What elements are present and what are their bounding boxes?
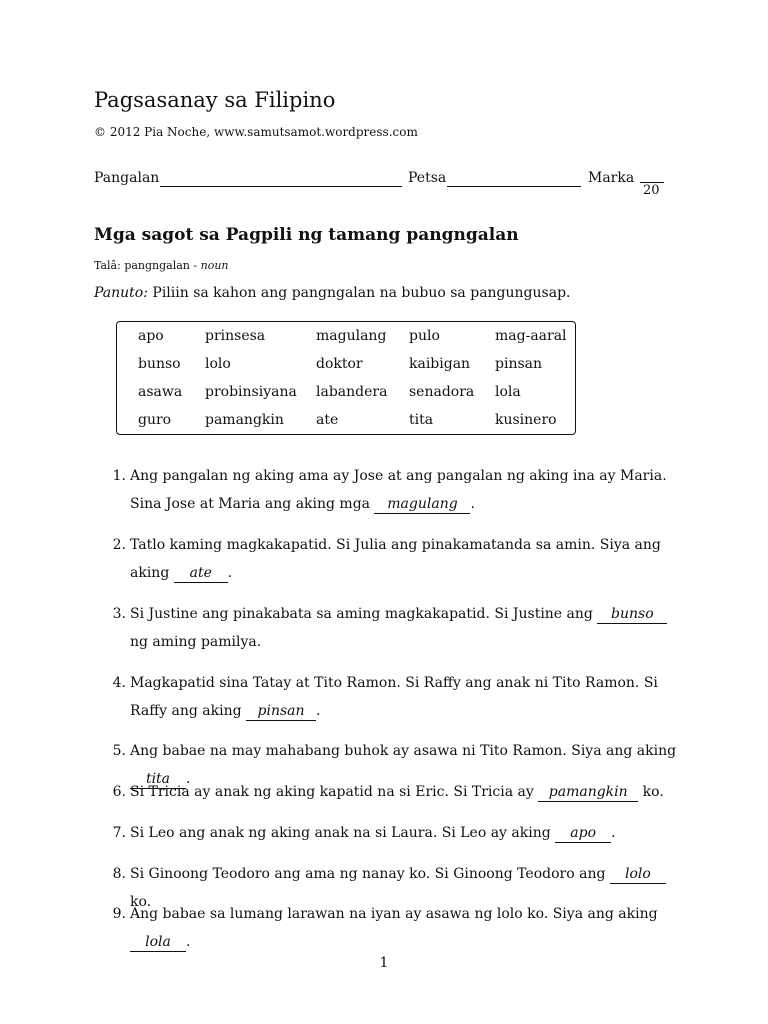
word-choice: pamangkin xyxy=(205,412,284,428)
question-text-end: . xyxy=(186,934,191,950)
question-number: 8. xyxy=(112,866,126,882)
question-text-end: . xyxy=(227,565,233,581)
score-label: Marka xyxy=(588,170,635,186)
date-field-line[interactable] xyxy=(447,186,581,187)
instructions-label: Panuto: xyxy=(94,285,148,301)
name-field-line[interactable] xyxy=(160,186,402,187)
word-choice: lolo xyxy=(205,356,231,372)
question-number: 9. xyxy=(112,906,126,922)
answer-blank[interactable]: lola xyxy=(130,933,186,952)
note xyxy=(94,259,229,272)
answer-blank[interactable]: magulang xyxy=(374,495,470,514)
question-item xyxy=(108,669,688,725)
question-item xyxy=(108,531,688,587)
word-choice-box xyxy=(116,321,576,435)
question-text: Si Tricia ay anak ng aking kapatid na si Eric. Si Tricia ay xyxy=(130,784,539,800)
word-choice: senadora xyxy=(409,384,475,400)
word-choice: kaibigan xyxy=(409,356,471,372)
page-title: Pagsasanay sa Filipino xyxy=(94,88,336,112)
word-choice: pulo xyxy=(409,328,440,344)
question-number: 6. xyxy=(112,784,126,800)
word-choice: asawa xyxy=(138,384,183,400)
question-text: Ang pangalan ng aking ama ay Jose at ang pangalan ng aking ina ay Maria. Sina Jose at Maria ang aking mga xyxy=(130,468,667,512)
word-choice: prinsesa xyxy=(205,328,266,344)
question-item xyxy=(108,819,688,847)
word-choice: magulang xyxy=(316,328,387,344)
answer-blank[interactable]: pamangkin xyxy=(538,783,638,802)
word-choice: lola xyxy=(495,384,521,400)
question-item xyxy=(108,778,688,806)
answer-blank[interactable]: lolo xyxy=(610,865,666,884)
student-info-fields xyxy=(94,170,694,200)
word-choice: doktor xyxy=(316,356,363,372)
question-text: Magkapatid sina Tatay at Tito Ramon. Si Raffy ang anak ni Tito Ramon. Si Raffy ang aking xyxy=(130,675,658,719)
question-number: 1. xyxy=(112,468,126,484)
score-total: 20 xyxy=(643,183,660,198)
question-number: 3. xyxy=(112,606,126,622)
question-item xyxy=(108,462,688,518)
word-choice: guro xyxy=(138,412,172,428)
word-choice: kusinero xyxy=(495,412,557,428)
question-item xyxy=(108,900,688,956)
copyright-notice: © 2012 Pia Noche, www.samutsamot.wordpress.com xyxy=(94,125,418,139)
answer-blank[interactable]: pinsan xyxy=(246,702,316,721)
instructions xyxy=(94,285,570,301)
question-text-end: ko. xyxy=(130,894,152,910)
name-label: Pangalan xyxy=(94,170,160,186)
word-choice: probinsiyana xyxy=(205,384,297,400)
question-text: Si Ginoong Teodoro ang ama ng nanay ko. Si Ginoong Teodoro ang xyxy=(130,866,610,882)
word-choice: labandera xyxy=(316,384,388,400)
question-number: 5. xyxy=(112,743,126,759)
question-text: Ang babae sa lumang larawan na iyan ay asawa ng lolo ko. Siya ang aking xyxy=(130,906,658,922)
question-text-end: ng aming pamilya. xyxy=(130,634,262,650)
word-choice: pinsan xyxy=(495,356,543,372)
date-label: Petsa xyxy=(408,170,447,186)
note-prefix: Talâ: pangngalan - xyxy=(94,259,201,272)
question-text-end: . xyxy=(470,496,475,512)
question-text: Tatlo kaming magkakapatid. Si Julia ang pinakamatanda sa amin. Siya ang aking xyxy=(130,537,661,581)
note-term: noun xyxy=(200,259,229,272)
word-choice: apo xyxy=(138,328,164,344)
word-choice: mag-aaral xyxy=(495,328,567,344)
question-item xyxy=(108,600,688,656)
answer-blank[interactable]: ate xyxy=(174,564,228,583)
question-text: Si Leo ang anak ng aking anak na si Laura. Si Leo ay aking xyxy=(130,825,556,841)
word-choice: ate xyxy=(316,412,339,428)
page-number: 1 xyxy=(379,955,389,971)
question-number: 7. xyxy=(112,825,126,841)
answer-blank[interactable]: apo xyxy=(555,824,611,843)
question-text-end: . xyxy=(611,825,616,841)
instructions-text: Piliin sa kahon ang pangngalan na bubuo sa pangungusap. xyxy=(147,285,571,301)
question-number: 2. xyxy=(112,537,126,553)
question-text: Ang babae na may mahabang buhok ay asawa ni Tito Ramon. Siya ang aking xyxy=(130,743,677,759)
question-text-end: ko. xyxy=(638,784,664,800)
answer-blank[interactable]: tita xyxy=(130,770,186,789)
question-number: 4. xyxy=(112,675,126,691)
question-text-end: . xyxy=(186,771,191,787)
section-title: Mga sagot sa Pagpili ng tamang pangngalan xyxy=(94,225,519,245)
question-text-end: . xyxy=(316,703,321,719)
word-choice: tita xyxy=(409,412,434,428)
answer-blank[interactable]: bunso xyxy=(597,605,667,624)
question-text: Si Justine ang pinakabata sa aming magkakapatid. Si Justine ang xyxy=(130,606,598,622)
word-choice: bunso xyxy=(138,356,181,372)
